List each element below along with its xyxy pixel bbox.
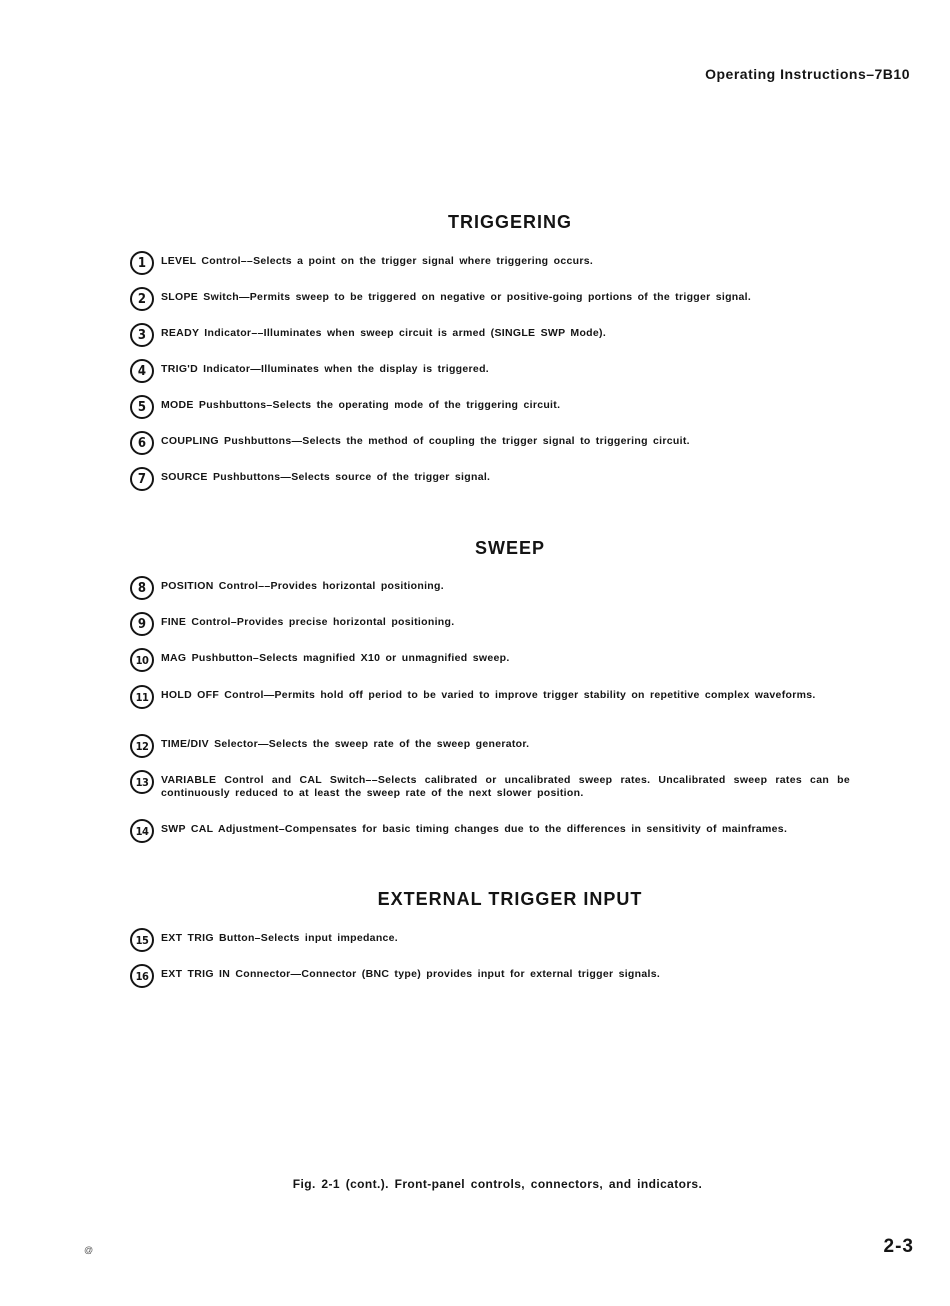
item-description: LEVEL Control––Selects a point on the trigger signal where triggering occurs. <box>161 255 594 267</box>
callout-number: 10 <box>130 648 154 672</box>
list-item <box>130 823 850 843</box>
list-item <box>130 968 850 988</box>
callout-number: 15 <box>130 928 154 952</box>
list-item <box>130 580 850 600</box>
page-number: 2-3 <box>883 1236 914 1257</box>
item-description: COUPLING Pushbuttons—Selects the method of coupling the trigger signal to triggering circuit. <box>161 435 690 447</box>
item-description: VARIABLE Control and CAL Switch––Selects calibrated or uncalibrated sweep rates. Uncalibrated sweep rates can be continuously reduced to at least the sweep rate of the next slower position. <box>161 774 850 799</box>
callout-number: 9 <box>130 612 154 636</box>
publisher-logo: @ <box>84 1245 94 1255</box>
item-description: HOLD OFF Control—Permits hold off period to be varied to improve trigger stability on repetitive complex waveforms. <box>161 689 816 701</box>
list-item <box>130 291 850 311</box>
item-description: TRIG'D Indicator—Illuminates when the display is triggered. <box>161 363 489 375</box>
section-title-triggering: TRIGGERING <box>447 212 572 232</box>
callout-number: 2 <box>130 287 154 311</box>
item-description: EXT TRIG Button–Selects input impedance. <box>161 932 399 944</box>
callout-number: 3 <box>130 323 154 347</box>
list-item <box>130 327 850 347</box>
item-description: TIME/DIV Selector—Selects the sweep rate of the sweep generator. <box>161 738 530 750</box>
section-title-external-trigger: EXTERNAL TRIGGER INPUT <box>377 889 643 909</box>
section-title-sweep: SWEEP <box>474 538 545 558</box>
item-description: READY Indicator––Illuminates when sweep circuit is armed (SINGLE SWP Mode). <box>161 327 607 339</box>
callout-number: 7 <box>130 467 154 491</box>
list-item <box>130 255 850 275</box>
item-description: SWP CAL Adjustment–Compensates for basic timing changes due to the differences in sensitivity of mainframes. <box>161 823 788 835</box>
callout-number: 14 <box>130 819 154 843</box>
item-description: MODE Pushbuttons–Selects the operating mode of the triggering circuit. <box>161 399 561 411</box>
callout-number: 13 <box>130 770 154 794</box>
item-description: POSITION Control––Provides horizontal positioning. <box>161 580 444 592</box>
item-description: SLOPE Switch—Permits sweep to be triggered on negative or positive-going portions of the trigger signal. <box>161 291 752 303</box>
list-item <box>130 689 850 709</box>
list-item <box>130 616 850 636</box>
item-description: FINE Control–Provides precise horizontal positioning. <box>161 616 455 628</box>
callout-number: 8 <box>130 576 154 600</box>
list-item <box>130 774 850 800</box>
list-item <box>130 363 850 383</box>
item-description: SOURCE Pushbuttons—Selects source of the trigger signal. <box>161 471 491 483</box>
running-head: Operating Instructions–7B10 <box>705 66 910 82</box>
callout-number: 11 <box>130 685 154 709</box>
figure-caption: Fig. 2-1 (cont.). Front-panel controls, connectors, and indicators. <box>292 1177 703 1191</box>
list-item <box>130 652 850 672</box>
list-item <box>130 738 850 758</box>
callout-number: 6 <box>130 431 154 455</box>
callout-number: 4 <box>130 359 154 383</box>
callout-number: 16 <box>130 964 154 988</box>
list-item <box>130 435 850 455</box>
list-item <box>130 932 850 952</box>
item-description: EXT TRIG IN Connector—Connector (BNC type) provides input for external trigger signals. <box>161 968 661 980</box>
list-item <box>130 399 850 419</box>
callout-number: 5 <box>130 395 154 419</box>
list-item <box>130 471 850 491</box>
callout-number: 1 <box>130 251 154 275</box>
callout-number: 12 <box>130 734 154 758</box>
item-description: MAG Pushbutton–Selects magnified X10 or unmagnified sweep. <box>161 652 510 664</box>
